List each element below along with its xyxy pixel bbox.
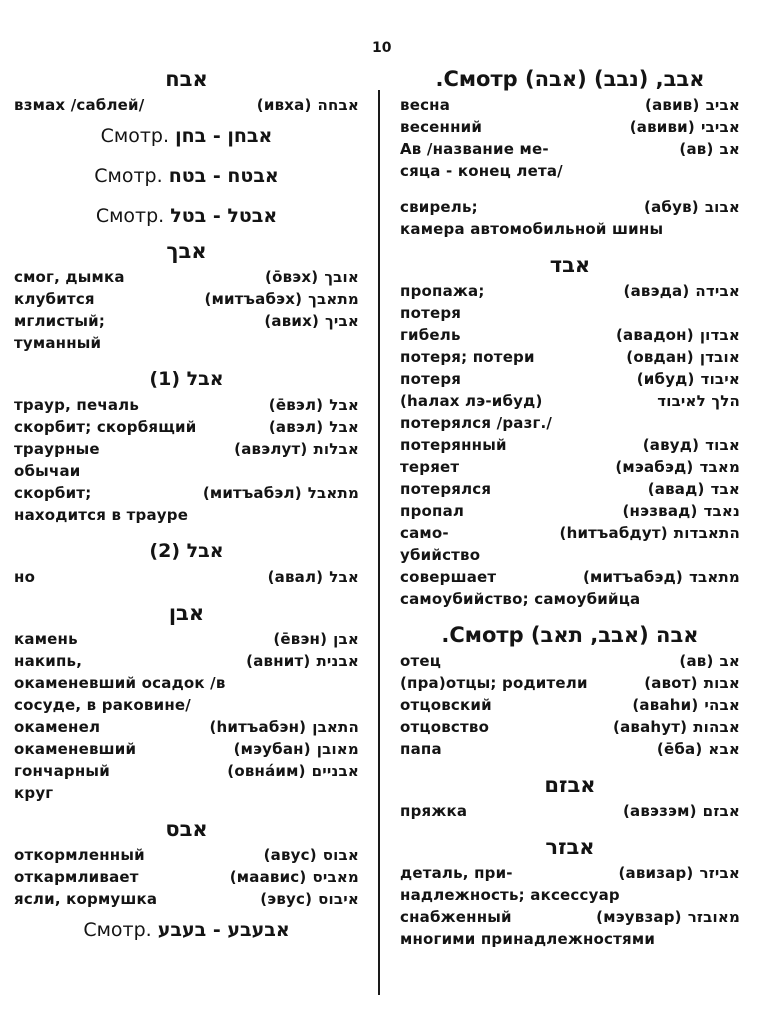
entry-row xyxy=(14,310,359,332)
entry-row xyxy=(14,482,359,504)
transliteration: (авад) xyxy=(647,480,705,498)
transliteration: (абув) xyxy=(644,198,699,216)
russian-text: откармливает xyxy=(14,868,139,886)
entry-row xyxy=(400,280,740,302)
russian-text: теряет xyxy=(400,458,460,476)
russian-text: накипь, xyxy=(14,652,83,670)
russian-text: камень xyxy=(14,630,78,648)
hebrew-word: אב xyxy=(719,140,740,158)
hebrew-word: אבד xyxy=(710,480,740,498)
hebrew-word: אבוב xyxy=(704,198,740,216)
entry-row xyxy=(400,500,740,522)
headword: אבד xyxy=(549,253,591,277)
entry-row xyxy=(400,434,740,456)
transliteration: (авус) xyxy=(263,846,317,864)
continuation-text: надлежность; аксессуар xyxy=(400,886,620,904)
continuation-text: потеря xyxy=(400,304,462,322)
headword: אבל (2) xyxy=(149,540,224,562)
cross-reference xyxy=(14,196,359,236)
russian-text: само- xyxy=(400,524,449,542)
headword: אבב, (נבב) (אבה) Смотр. xyxy=(435,67,705,91)
ref-hebrew: אבטל - בטל xyxy=(170,205,278,227)
transliteration: (ēба) xyxy=(656,740,703,758)
hebrew-word: איבוס xyxy=(318,890,359,908)
entry-row xyxy=(14,566,359,588)
headword: אבך xyxy=(166,239,207,263)
transliteration: (ав) xyxy=(679,140,714,158)
russian-text: отцовский xyxy=(400,696,492,714)
transliteration: (маавис) xyxy=(229,868,307,886)
russian-text: потеря; потери xyxy=(400,348,535,366)
transliteration: (аваhут) xyxy=(613,718,688,736)
entry-row xyxy=(14,716,359,738)
hebrew-word: אבנית xyxy=(316,652,359,670)
continuation-text: сосуде, в раковине/ xyxy=(14,696,191,714)
cross-reference xyxy=(14,156,359,196)
entry-row xyxy=(400,116,740,138)
ref-label: Смотр. xyxy=(83,919,152,941)
russian-text: потерянный xyxy=(400,436,507,454)
russian-text: Ав /название ме- xyxy=(400,140,549,158)
headword: אבס xyxy=(165,817,208,841)
continuation-text: убийство xyxy=(400,546,481,564)
entry-row xyxy=(400,862,740,884)
entry-row xyxy=(400,324,740,346)
transliteration: (авив) xyxy=(645,96,700,114)
right-column xyxy=(400,64,740,950)
continuation-text: потерялся /разг./ xyxy=(400,414,553,432)
entry-row xyxy=(400,390,740,412)
transliteration: (hитъабдут) xyxy=(559,524,668,542)
hebrew-word: אבוד xyxy=(705,436,740,454)
russian-text: окаменел xyxy=(14,718,101,736)
entry-row xyxy=(14,888,359,910)
transliteration: (овдан) xyxy=(626,348,694,366)
russian-text: ясли, кормушка xyxy=(14,890,158,908)
entry-row xyxy=(14,760,359,782)
continuation-text: туманный xyxy=(14,334,102,352)
entry-row xyxy=(14,628,359,650)
russian-text: мглистый; xyxy=(14,312,106,330)
hebrew-word: אביך xyxy=(325,312,359,330)
headword: אבח xyxy=(165,67,208,91)
entry-row xyxy=(14,94,359,116)
hebrew-word: אבלות xyxy=(313,440,359,458)
hebrew-word: אב xyxy=(719,652,740,670)
headword: אבזם xyxy=(544,773,596,797)
hebrew-word: אבל xyxy=(329,396,359,414)
headword: אבן xyxy=(168,601,205,625)
hebrew-word: אבחה xyxy=(317,96,359,114)
continuation-text: находится в трауре xyxy=(14,506,189,524)
russian-text: потеря xyxy=(400,370,462,388)
continuation-text: обычаи xyxy=(14,462,81,480)
entry-row xyxy=(400,716,740,738)
transliteration: (мэубан) xyxy=(233,740,311,758)
hebrew-word: אבניים xyxy=(311,762,359,780)
russian-text: траурные xyxy=(14,440,100,458)
ref-hebrew: אבטח - בטח xyxy=(168,165,279,187)
ref-label: Смотр. xyxy=(94,165,163,187)
left-column xyxy=(14,64,359,950)
hebrew-word: אבא xyxy=(708,740,740,758)
transliteration: (hитъабэн) xyxy=(209,718,307,736)
russian-text: отцовство xyxy=(400,718,490,736)
transliteration: (овнáим) xyxy=(227,762,306,780)
russian-text: пропажа; xyxy=(400,282,485,300)
russian-text: (hалах лэ-ибуд) xyxy=(400,392,543,410)
transliteration: (ав) xyxy=(679,652,714,670)
ref-hebrew: אבחן - בחן xyxy=(175,125,273,147)
russian-text: потерялся xyxy=(400,480,492,498)
entry-row xyxy=(400,694,740,716)
hebrew-word: אובדן xyxy=(699,348,740,366)
russian-text: отец xyxy=(400,652,442,670)
entry-row xyxy=(400,906,740,928)
transliteration: (митъабэл) xyxy=(202,484,302,502)
transliteration: (мэабэд) xyxy=(615,458,694,476)
russian-text: клубится xyxy=(14,290,95,308)
hebrew-word: אבהות xyxy=(693,718,740,736)
transliteration: (авнит) xyxy=(246,652,311,670)
ref-label: Смотр. xyxy=(100,125,170,147)
transliteration: (ибуд) xyxy=(636,370,695,388)
transliteration: (митъабэх) xyxy=(204,290,303,308)
hebrew-word: אובך xyxy=(324,268,359,286)
hebrew-word: התאבן xyxy=(312,718,359,736)
russian-text: траур, печаль xyxy=(14,396,140,414)
hebrew-word: אבדון xyxy=(699,326,740,344)
transliteration: (ōвэх) xyxy=(265,268,319,286)
transliteration: (авэда) xyxy=(623,282,690,300)
hebrew-word: מאובזר xyxy=(687,908,740,926)
continuation-text: сяца - конец лета/ xyxy=(400,162,563,180)
transliteration: (ēвэн) xyxy=(273,630,328,648)
transliteration: (ивха) xyxy=(256,96,312,114)
hebrew-word: אבזם xyxy=(702,802,740,820)
russian-text: пропал xyxy=(400,502,465,520)
entry-row xyxy=(14,650,359,672)
entry-row xyxy=(400,650,740,672)
ref-hebrew: אבעבע - בעבע xyxy=(157,919,290,941)
transliteration: (аваhи) xyxy=(632,696,699,714)
hebrew-word: אבל xyxy=(329,568,359,586)
hebrew-word: מאביס xyxy=(312,868,359,886)
transliteration: (митъабэд) xyxy=(582,568,683,586)
entry-row xyxy=(14,438,359,460)
russian-text: весна xyxy=(400,96,451,114)
transliteration: (авот) xyxy=(644,674,698,692)
russian-text: но xyxy=(14,568,36,586)
hebrew-word: אביזר xyxy=(699,864,740,882)
hebrew-word: אבהי xyxy=(704,696,740,714)
transliteration: (ēвэл) xyxy=(268,396,324,414)
transliteration: (авуд) xyxy=(642,436,700,454)
hebrew-word: אבן xyxy=(333,630,359,648)
russian-text: гончарный xyxy=(14,762,110,780)
hebrew-word: מתאבד xyxy=(689,568,740,586)
entry-row xyxy=(14,266,359,288)
hebrew-word: הלך לאיבוד xyxy=(657,392,740,410)
hebrew-word: נאבד xyxy=(703,502,740,520)
transliteration: (эвус) xyxy=(260,890,313,908)
russian-text: пряжка xyxy=(400,802,468,820)
russian-text: весенний xyxy=(400,118,483,136)
russian-text: папа xyxy=(400,740,442,758)
entry-row xyxy=(400,566,740,588)
ref-label: Смотр. xyxy=(95,205,165,227)
cross-reference xyxy=(14,910,359,950)
entry-row xyxy=(400,94,740,116)
entry-row xyxy=(400,138,740,160)
continuation-text: камера автомобильной шины xyxy=(400,220,664,238)
entry-row xyxy=(400,368,740,390)
continuation-text: окаменевший осадок /в xyxy=(14,674,226,692)
hebrew-word: אביב xyxy=(705,96,740,114)
hebrew-word: אבל xyxy=(329,418,359,436)
entry-row xyxy=(14,738,359,760)
headword: אבל (1) xyxy=(149,368,224,390)
hebrew-word: אבות xyxy=(703,674,740,692)
russian-text: снабженный xyxy=(400,908,512,926)
hebrew-word: מאובן xyxy=(316,740,359,758)
transliteration: (авиви) xyxy=(629,118,695,136)
entry-row xyxy=(400,738,740,760)
hebrew-word: מאבד xyxy=(699,458,740,476)
hebrew-word: התאבדות xyxy=(673,524,740,542)
entry-row xyxy=(14,416,359,438)
entry-row xyxy=(400,672,740,694)
hebrew-word: אבידה xyxy=(695,282,740,300)
russian-text: деталь, при- xyxy=(400,864,513,882)
transliteration: (нэзвад) xyxy=(622,502,698,520)
transliteration: (авэзэм) xyxy=(622,802,697,820)
entry-row xyxy=(400,478,740,500)
headword: אבה (אבב, תאב) Смотр. xyxy=(441,623,699,647)
hebrew-word: מתאבל xyxy=(307,484,359,502)
russian-text: откормленный xyxy=(14,846,145,864)
headword: אבזר xyxy=(545,835,595,859)
entry-row xyxy=(400,456,740,478)
transliteration: (авэлут) xyxy=(234,440,308,458)
hebrew-word: אביבי xyxy=(700,118,740,136)
transliteration: (мэувзар) xyxy=(596,908,682,926)
entry-row xyxy=(14,844,359,866)
page-number: 10 xyxy=(372,40,392,56)
transliteration: (авадон) xyxy=(615,326,694,344)
continuation-text: многими принадлежностями xyxy=(400,930,656,948)
entry-row xyxy=(400,522,740,544)
russian-text: скорбит; xyxy=(14,484,92,502)
russian-text: окаменевший xyxy=(14,740,137,758)
entry-row xyxy=(400,346,740,368)
transliteration: (авал) xyxy=(267,568,324,586)
continuation-text: самоубийство; самоубийца xyxy=(400,590,641,608)
hebrew-word: מתאבך xyxy=(308,290,359,308)
entry-row xyxy=(14,288,359,310)
hebrew-word: איבוד xyxy=(700,370,740,388)
entry-row xyxy=(400,196,740,218)
hebrew-word: אבוס xyxy=(322,846,359,864)
russian-text: (пра)отцы; родители xyxy=(400,674,588,692)
entry-row xyxy=(14,866,359,888)
entry-row xyxy=(400,800,740,822)
transliteration: (авэл) xyxy=(268,418,324,436)
cross-reference xyxy=(14,116,359,156)
russian-text: взмах /саблей/ xyxy=(14,96,145,114)
transliteration: (авих) xyxy=(264,312,320,330)
entry-row xyxy=(14,394,359,416)
russian-text: скорбит; скорбящий xyxy=(14,418,197,436)
russian-text: совершает xyxy=(400,568,497,586)
column-divider xyxy=(378,90,380,995)
transliteration: (авизар) xyxy=(618,864,694,882)
russian-text: смог, дымка xyxy=(14,268,125,286)
continuation-text: круг xyxy=(14,784,54,802)
russian-text: гибель xyxy=(400,326,461,344)
russian-text: свирель; xyxy=(400,198,478,216)
